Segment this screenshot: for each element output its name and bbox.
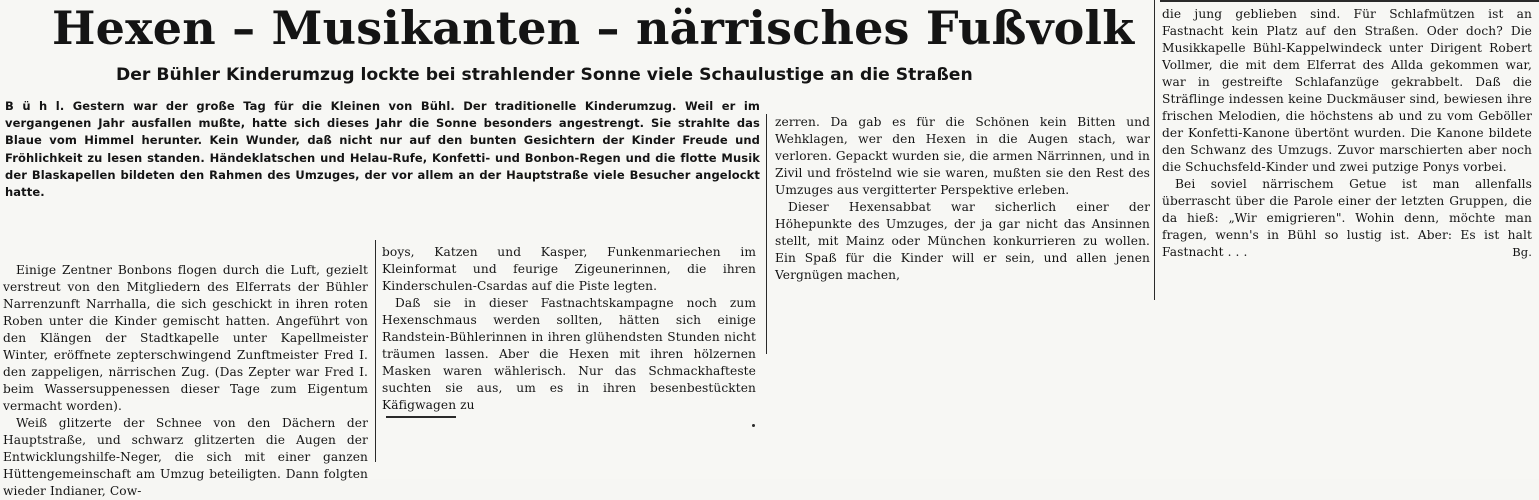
article-column-3 bbox=[775, 114, 1150, 284]
article-column-1 bbox=[3, 262, 368, 500]
lead-paragraph: B ü h l. Gestern war der große Tag für die Kleinen von Bühl. Der traditionelle Kinderumzug. Weil er im vergangenen Jahr ausfallen mußte, hatte sich dieses Jahr die Sonne besonders angestrengt. Sie strahlte das Blaue vom Himmel herunter. Kein Wunder, daß nicht nur auf den bunten Gesichtern der Kinder Freude und Fröhlichkeit zu lesen standen. Händeklatschen und Helau-Rufe, Konfetti- und Bonbon-Regen und die flotte Musik der Blaskapellen bildeten den Rahmen des Umzuges, der vor allem an der Hauptstraße viele Besucher angelockt hatte. bbox=[5, 99, 760, 200]
body-paragraph: Daß sie in dieser Fastnachtskampagne noch zum Hexenschmaus werden sollten, hätten sich einige Randstein-Bühlerinnen in ihren glühendsten Stunden nicht träumen lassen. Aber die Hexen mit ihren hölzernen Masken waren wählerisch. Nur das Schmackhafteste suchten sie aus, um es in ihren besenbestückten Käfigwagen zu bbox=[382, 296, 756, 412]
article-column-2 bbox=[382, 244, 756, 414]
headline: Hexen – Musikanten – närrisches Fußvolk bbox=[52, 1, 1135, 55]
column-divider bbox=[375, 240, 376, 462]
body-paragraph: die jung geblieben sind. Für Schlafmützen ist an Fastnacht kein Platz auf den Straßen. Oder doch? Die Musikkapelle Bühl-Kappelwindeck unter Dirigent Robert Vollmer, die mit dem Elferrat des Allda gekommen war, war in gestreifte Schlafanzüge gekrabbelt. Daß die Sträflinge indessen keine Duckmäuser sind, bewiesen ihre frischen Melodien, die höchstens ab und zu vom Geböller der Konfetti-Kanone übertönt wurden. Die Kanone bildete den Schwanz des Umzugs. Zuvor marschierten aber noch die Schuchsfeld-Kinder und zwei putzige Ponys vorbei. bbox=[1162, 7, 1532, 174]
body-text: Bei soviel närrischem Getue ist man allenfalls überrascht über die Parole einer der letzten Gruppen, die da hieß: „Wir emigrieren". Wohin denn, möchte man fragen, wenn's in Bühl so lustig ist. Aber: Es ist halt Fastnacht . . . bbox=[1162, 177, 1532, 259]
body-paragraph: Weiß glitzerte der Schnee von den Dächern der Hauptstraße, und schwarz glitzerten die Augen der Entwicklungshilfe-Neger, die sich mit einer ganzen Hüttengemeinschaft am Umzug beteiligten. Dann folgten wieder Indianer, Cow- bbox=[3, 416, 368, 498]
top-rule bbox=[1160, 0, 1539, 2]
author-signature: Bg. bbox=[1512, 245, 1532, 259]
section-end-rule bbox=[386, 416, 456, 418]
body-paragraph: boys, Katzen und Kasper, Funkenmariechen im Kleinformat und feurige Zigeunerinnen, die ihren Kinderschulen-Csardas auf die Piste legten. bbox=[382, 245, 756, 293]
body-paragraph: Dieser Hexensabbat war sicherlich einer der Höhepunkte des Umzuges, der ja gar nicht das Ansinnen stellt, mit Mainz oder München konkurrieren zu wollen. Ein Spaß für die Kinder will er sein, und allen jenen Vergnügen machen, bbox=[775, 200, 1150, 282]
column-divider bbox=[766, 114, 767, 354]
article-column-4 bbox=[1162, 6, 1532, 261]
body-paragraph bbox=[1162, 176, 1532, 261]
section-end-dot bbox=[752, 424, 755, 427]
body-paragraph: zerren. Da gab es für die Schönen kein Bitten und Wehklagen, wer den Hexen in die Augen stach, war verloren. Gepackt wurden sie, die armen Närrinnen, und in Zivil und fröstelnd wie sie waren, mußten sie den Rest des Umzuges aus vergitterter Perspektive erleben. bbox=[775, 115, 1150, 197]
body-paragraph: Einige Zentner Bonbons flogen durch die Luft, gezielt verstreut von den Mitgliedern des Elferrats der Bühler Narrenzunft Narrhalla, die sich geschickt in ihren roten Roben unter die Kinder gemischt hatten. Angeführt von den Klängen der Stadtkapelle unter Kapellmeister Winter, eröffnete zepterschwingend Zunftmeister Fred I. den zappeligen, närrischen Zug. (Das Zepter war Fred I. beim Wassersuppenessen dieser Tage zum Eigentum vermacht worden). bbox=[3, 263, 368, 413]
subheadline: Der Bühler Kinderumzug lockte bei strahlender Sonne viele Schaulustige an die Straßen bbox=[116, 65, 973, 85]
column-divider bbox=[1154, 0, 1155, 300]
